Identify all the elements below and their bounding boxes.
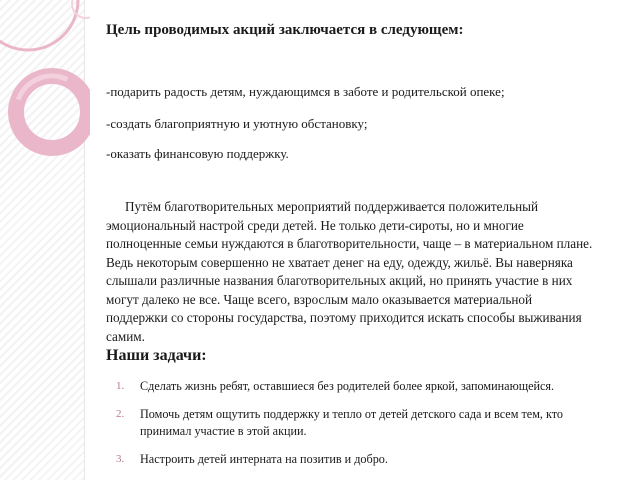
tasks-heading: Наши задачи: [106,347,207,364]
task-text: Помочь детям ощутить поддержку и тепло от детей детского сада и всем тем, кто принимал участие в этой акции. [140,407,564,438]
task-item [106,378,606,395]
decorative-rings [0,0,90,480]
goal-item: -создать благоприятную и уютную обстановку; [106,116,368,131]
task-number: 3. [116,453,125,465]
goal-item: -оказать финансовую поддержку. [106,146,289,161]
task-text: Сделать жизнь ребят, оставшиеся без родителей более яркой, запоминающейся. [140,379,555,393]
body-paragraph: Путём благотворительных мероприятий поддерживается положительный эмоциональный настрой среди детей. Не только дети-сироты, но и многие полноценные семьи нуждаются в благотворительности, чаще – в материальном плане. Ведь некоторым совершенно не хватает денег на еду, одежду, жильё. Вы наверняка слышали различные названия благотворительных акций, но принять участие в них могут далеко не все. Чаще всего, взрослым мало оказывается материальной поддержки со стороны государства, поэтому приходится искать способы выживания самим. [106,199,593,344]
task-item [106,451,606,468]
task-number: 1. [116,380,125,392]
tasks-list [106,378,606,479]
goal-item: -подарить радость детям, нуждающимся в заботе и родительской опеке; [106,84,505,99]
ring-large [0,0,78,50]
task-item [106,406,606,440]
task-number: 2. [116,408,125,420]
task-text: Настроить детей интерната на позитив и добро. [140,452,388,466]
goals-heading: Цель проводимых акций заключается в следующем: [106,22,464,38]
